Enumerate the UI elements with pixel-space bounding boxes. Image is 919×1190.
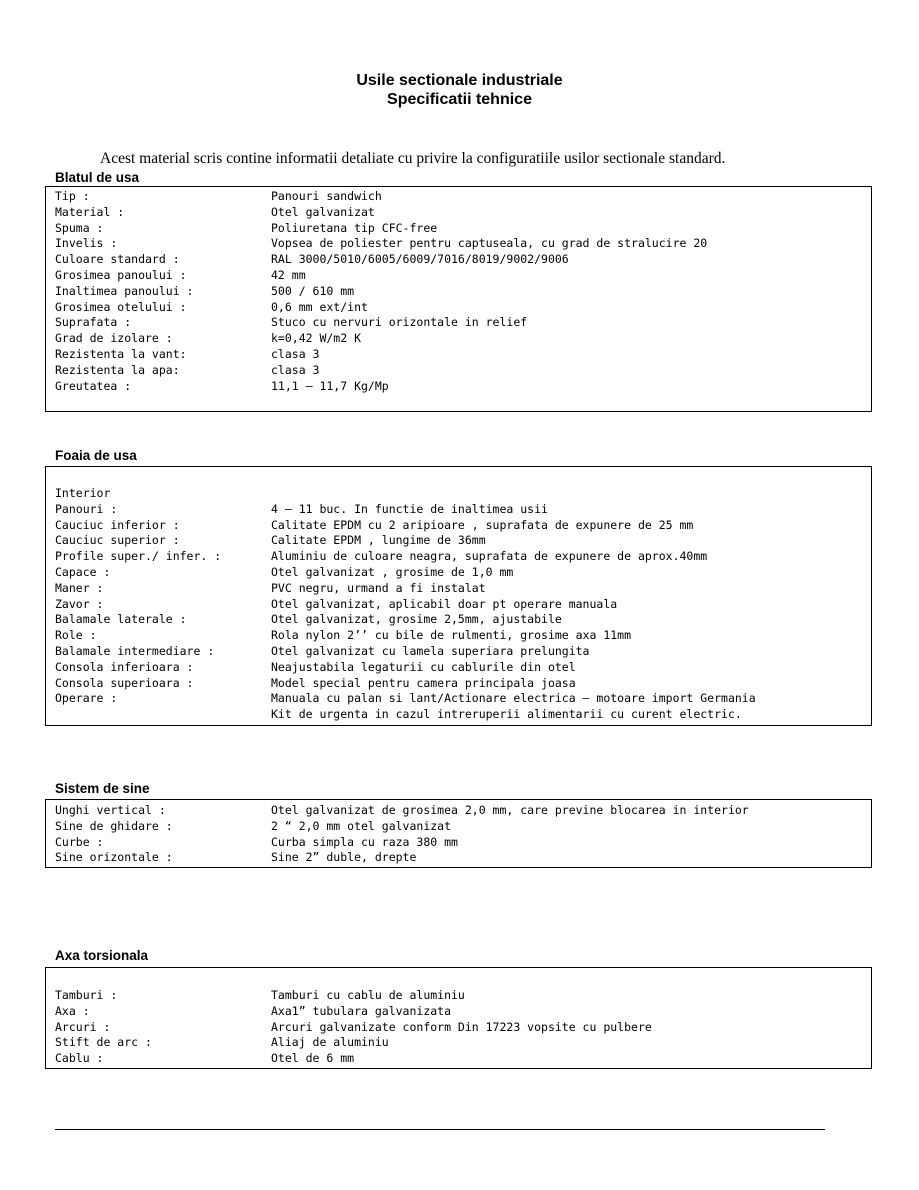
spec-label: Rezistenta la apa:: [55, 362, 180, 377]
spec-value: Calitate EPDM cu 2 aripioare , suprafata de expunere de 25 mm: [271, 517, 694, 532]
spec-row: [46, 205, 871, 221]
spec-label: Invelis :: [55, 236, 118, 251]
spec-value: Manuala cu palan si lant/Actionare electrica – motoare import Germania: [271, 691, 756, 706]
spec-value: Vopsea de poliester pentru captuseala, cu grad de stralucire 20: [271, 236, 708, 251]
spec-row: [46, 660, 871, 676]
spec-label: Maner :: [55, 580, 104, 595]
spec-row: [46, 1020, 871, 1036]
spec-label: Greutatea :: [55, 378, 132, 393]
spec-label: Grad de izolare :: [55, 331, 173, 346]
section-title-sine: Sistem de sine: [55, 781, 150, 796]
spec-label: Unghi vertical :: [55, 803, 166, 817]
spec-row: [46, 284, 871, 300]
spec-value: clasa 3: [271, 362, 320, 377]
spec-row: [46, 691, 871, 707]
spec-list: [46, 988, 871, 1067]
spec-label: Culoare standard :: [55, 252, 180, 267]
spec-label: Arcuri :: [55, 1019, 111, 1034]
spec-value: Calitate EPDM , lungime de 36mm: [271, 533, 486, 548]
section-box-sine: [45, 799, 872, 868]
spec-value: Otel galvanizat, grosime 2,5mm, ajustabile: [271, 612, 562, 627]
spec-label: Curbe :: [55, 834, 104, 849]
spec-row: [46, 707, 871, 723]
spec-label: Inaltimea panoului :: [55, 283, 194, 298]
spec-row: [46, 597, 871, 613]
spec-label: Suprafata :: [55, 315, 132, 330]
spec-value: Otel galvanizat cu lamela superiara prelungita: [271, 643, 590, 658]
spec-value: Arcuri galvanizate conform Din 17223 vopsite cu pulbere: [271, 1019, 652, 1034]
spec-row: [46, 268, 871, 284]
spec-row: [46, 581, 871, 597]
spec-row: [46, 300, 871, 316]
spec-value: Stuco cu nervuri orizontale in relief: [271, 315, 528, 330]
title-line-1: Usile sectionale industriale: [356, 72, 563, 89]
spec-value: 42 mm: [271, 267, 306, 282]
spec-row: [46, 502, 871, 518]
spec-value: Panouri sandwich: [271, 189, 382, 203]
spec-row: [46, 347, 871, 363]
spec-label: Cablu :: [55, 1051, 104, 1066]
spec-value: Rola nylon 2’’ cu bile de rulmenti, grosime axa 11mm: [271, 628, 632, 643]
spec-row: [46, 379, 871, 395]
spec-row: [46, 1004, 871, 1020]
spec-label: Balamale intermediare :: [55, 643, 215, 658]
spec-value: Axa1” tubulara galvanizata: [271, 1003, 452, 1018]
spec-value: Model special pentru camera principala joasa: [271, 675, 576, 690]
spec-row: [46, 1035, 871, 1051]
spec-list: [46, 189, 871, 394]
spec-value: Neajustabila legaturii cu cablurile din otel: [271, 659, 576, 674]
spec-value: Otel de 6 mm: [271, 1051, 355, 1066]
spec-row: [46, 486, 871, 502]
spec-label: Profile super./ infer. :: [55, 549, 222, 564]
section-title-foaia: Foaia de usa: [55, 448, 137, 463]
section-title-axa: Axa torsionala: [55, 948, 149, 963]
spec-value: 500 / 610 mm: [271, 283, 355, 298]
spec-row: [46, 676, 871, 692]
title-line-2: Specificatii tehnice: [387, 91, 532, 108]
spec-row: [46, 1051, 871, 1067]
spec-row: [46, 565, 871, 581]
spec-row: [46, 236, 871, 252]
spec-label: Panouri :: [55, 501, 118, 516]
spec-row: [46, 315, 871, 331]
spec-label: Sine de ghidare :: [55, 818, 173, 833]
spec-row: [46, 363, 871, 379]
footer-rule: [55, 1129, 825, 1130]
spec-row: [46, 803, 871, 819]
spec-row: [46, 189, 871, 205]
spec-label: Spuma :: [55, 220, 104, 235]
spec-label: Tip :: [55, 189, 90, 203]
spec-list: [46, 486, 871, 723]
spec-value: k=0,42 W/m2 K: [271, 331, 362, 346]
spec-row: [46, 533, 871, 549]
spec-value: 2 “ 2,0 mm otel galvanizat: [271, 818, 452, 833]
spec-value: Otel galvanizat , grosime de 1,0 mm: [271, 564, 514, 579]
spec-row: [46, 835, 871, 851]
spec-list: [46, 803, 871, 866]
spec-row: [46, 549, 871, 565]
spec-value: PVC negru, urmand a fi instalat: [271, 580, 486, 595]
spec-label: Sine orizontale :: [55, 850, 173, 865]
spec-label: Axa :: [55, 1003, 90, 1018]
section-box-axa: [45, 967, 872, 1069]
spec-label: Interior: [55, 486, 111, 500]
spec-row: [46, 819, 871, 835]
document-title: [0, 71, 919, 109]
spec-label: Tamburi :: [55, 988, 118, 1002]
section-title-blatul: Blatul de usa: [55, 170, 140, 185]
spec-value: Aluminiu de culoare neagra, suprafata de expunere de aprox.40mm: [271, 549, 708, 564]
spec-row: [46, 221, 871, 237]
spec-row: [46, 850, 871, 866]
spec-value: 11,1 – 11,7 Kg/Mp: [271, 378, 389, 393]
spec-label: Zavor :: [55, 596, 104, 611]
spec-label: Cauciuc inferior :: [55, 517, 180, 532]
spec-value: Poliuretana tip CFC-free: [271, 220, 438, 235]
spec-value: Sine 2” duble, drepte: [271, 850, 417, 865]
spec-label: Rezistenta la vant:: [55, 346, 187, 361]
spec-row: [46, 612, 871, 628]
intro-paragraph: Acest material scris contine informatii detaliate cu privire la configuratiile usilor sectionale standard.: [100, 150, 726, 167]
spec-label: Balamale laterale :: [55, 612, 187, 627]
spec-label: Capace :: [55, 564, 111, 579]
spec-label: Consola superioara :: [55, 675, 194, 690]
spec-row: [46, 988, 871, 1004]
spec-value: Otel galvanizat de grosimea 2,0 mm, care previne blocarea in interior: [271, 803, 749, 817]
spec-value: 0,6 mm ext/int: [271, 299, 368, 314]
spec-label: Cauciuc superior :: [55, 533, 180, 548]
spec-value: clasa 3: [271, 346, 320, 361]
spec-value: Tamburi cu cablu de aluminiu: [271, 988, 465, 1002]
spec-label: Operare :: [55, 691, 118, 706]
spec-row: [46, 518, 871, 534]
spec-value: Curba simpla cu raza 380 mm: [271, 834, 458, 849]
spec-value: Aliaj de aluminiu: [271, 1035, 389, 1050]
spec-row: [46, 331, 871, 347]
spec-value: 4 – 11 buc. In functie de inaltimea usii: [271, 501, 548, 516]
spec-row: [46, 252, 871, 268]
spec-value: Otel galvanizat, aplicabil doar pt operare manuala: [271, 596, 618, 611]
spec-label: Grosimea otelului :: [55, 299, 187, 314]
spec-label: Grosimea panoului :: [55, 267, 187, 282]
spec-value: Otel galvanizat: [271, 204, 375, 219]
spec-label: Stift de arc :: [55, 1035, 152, 1050]
spec-row: [46, 628, 871, 644]
spec-label: Consola inferioara :: [55, 659, 194, 674]
spec-row: [46, 644, 871, 660]
spec-label: Material :: [55, 204, 125, 219]
spec-label: Role :: [55, 628, 97, 643]
section-box-blatul: [45, 186, 872, 412]
section-box-foaia: [45, 466, 872, 726]
spec-value: Kit de urgenta in cazul intreruperii alimentarii cu curent electric.: [271, 707, 742, 722]
spec-value: RAL 3000/5010/6005/6009/7016/8019/9002/9006: [271, 252, 569, 267]
